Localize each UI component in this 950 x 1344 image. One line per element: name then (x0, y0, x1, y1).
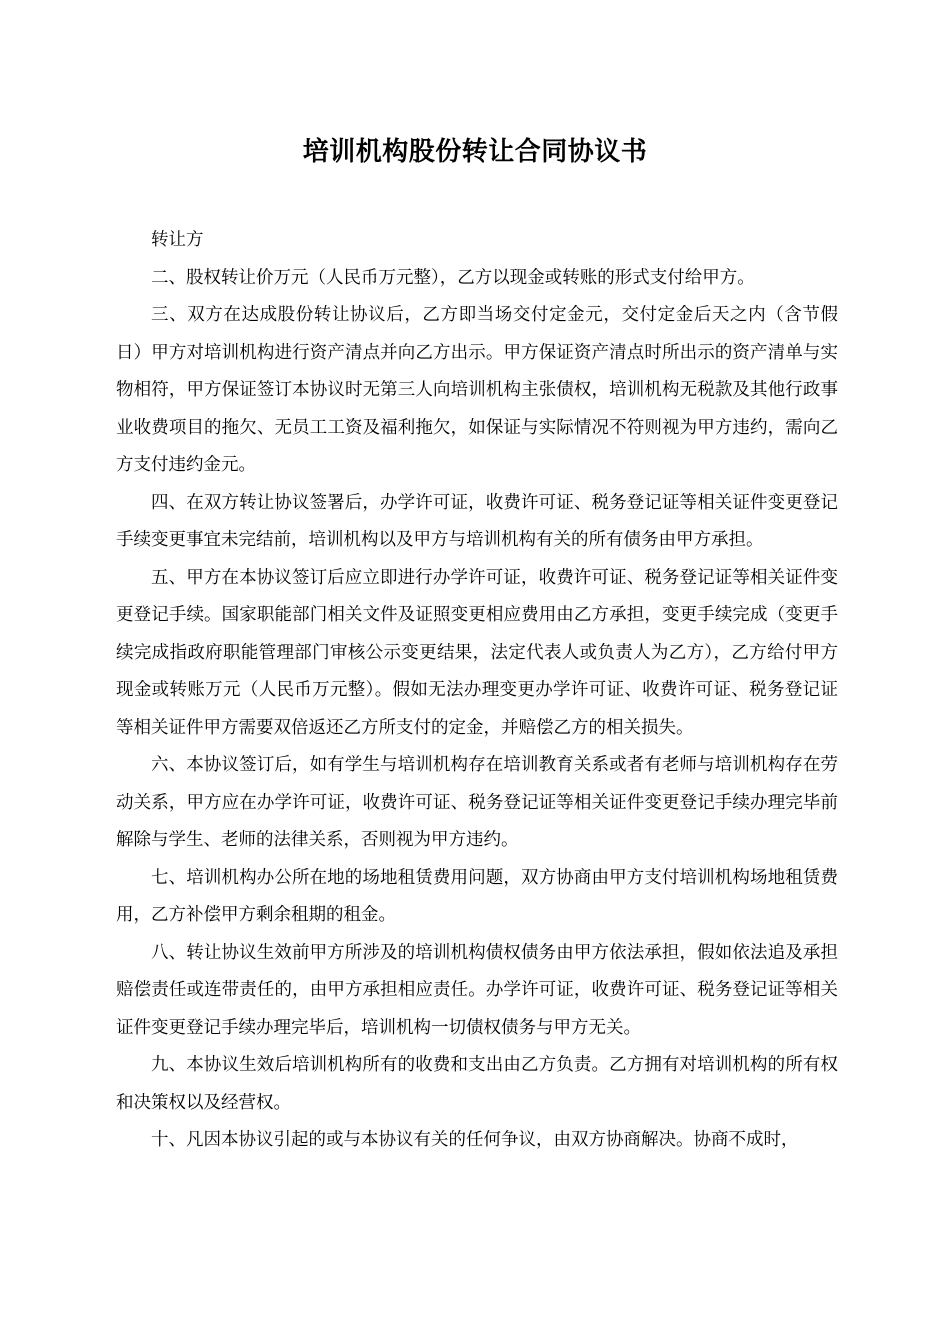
paragraph-clause-4: 四、在双方转让协议签署后，办学许可证，收费许可证、税务登记证等相关证件变更登记手续变更事宜未完结前，培训机构以及甲方与培训机构有关的所有债务由甲方承担。 (116, 492, 838, 550)
document-title: 培训机构股份转让合同协议书 (302, 137, 648, 167)
paragraph-clause-5: 五、甲方在本协议签订后应立即进行办学许可证，收费许可证、税务登记证等相关证件变更登记手续。国家职能部门相关文件及证照变更相应费用由乙方承担，变更手续完成（变更手续完成指政府职能管理部门审核公示变更结果，法定代表人或负责人为乙方），乙方给付甲方现金或转账万元（人民币万元整）。假如无法办理变更办学许可证、收费许可证、税务登记证等相关证件甲方需要双倍返还乙方所支付的定金，并赔偿乙方的相关损失。 (116, 567, 838, 738)
paragraph-clause-3: 三、双方在达成股份转让协议后，乙方即当场交付定金元，交付定金后天之内（含节假日）甲方对培训机构进行资产清点并向乙方出示。甲方保证资产清点时所出示的资产清单与实物相符，甲方保证签订本协议时无第三人向培训机构主张债权，培训机构无税款及其他行政事业收费项目的拖欠、无员工工资及福利拖欠，如保证与实际情况不符则视为甲方违约，需向乙方支付违约金元。 (116, 305, 838, 475)
document-body (116, 222, 838, 1160)
paragraph-clause-9: 九、本协议生效后培训机构所有的收费和支出由乙方负责。乙方拥有对培训机构的所有权和决策权以及经营权。 (116, 1055, 838, 1113)
paragraph-clause-2: 二、股权转让价万元（人民币万元整），乙方以现金或转账的形式支付给甲方。 (151, 267, 755, 288)
paragraph-clause-7: 七、培训机构办公所在地的场地租赁费用问题，双方协商由甲方支付培训机构场地租赁费用，乙方补偿甲方剩余租期的租金。 (116, 867, 838, 925)
paragraph-clause-10: 十、凡因本协议引起的或与本协议有关的任何争议，由双方协商解决。协商不成时， (151, 1130, 799, 1150)
paragraph-clause-6: 六、本协议签订后，如有学生与培训机构存在培训教育关系或者有老师与培训机构存在劳动关系，甲方应在办学许可证，收费许可证、税务登记证等相关证件变更登记手续办理完毕前解除与学生、老师的法律关系，否则视为甲方违约。 (116, 755, 838, 850)
paragraph-clause-8: 八、转让协议生效前甲方所涉及的培训机构债权债务由甲方依法承担，假如依法追及承担赔偿责任或连带责任的，由甲方承担相应责任。办学许可证，收费许可证、税务登记证等相关证件变更登记手续办理完毕后，培训机构一切债权债务与甲方无关。 (116, 942, 838, 1038)
paragraph-transferor: 转让方 (151, 230, 204, 250)
